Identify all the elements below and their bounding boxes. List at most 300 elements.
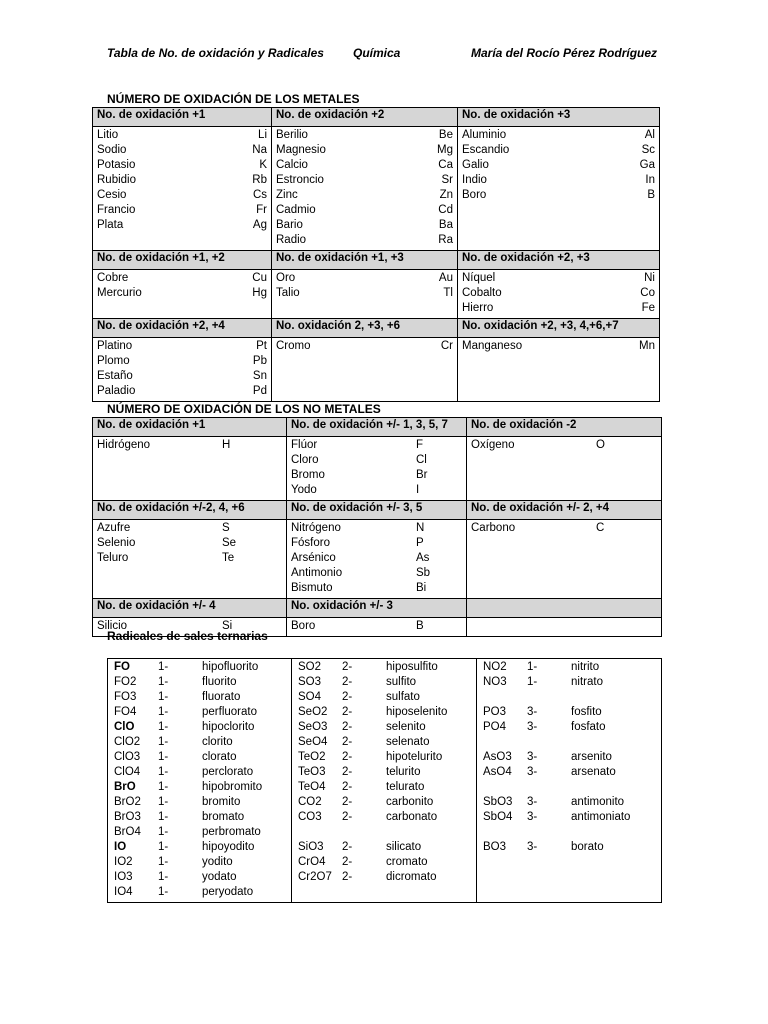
radical-row [114,840,285,855]
element-symbol: S [222,522,230,534]
no-metales-table [92,417,662,637]
radical-charge: 3- [527,766,538,778]
element-name: Zinc [276,189,298,201]
element-list [467,520,661,598]
radical-row [298,855,470,870]
element-row [462,339,655,354]
element-name: Cloro [291,454,319,466]
element-name: Radio [276,234,307,246]
radical-row [298,825,470,840]
radical-row [298,660,470,675]
element-row [291,483,462,498]
radical-formula: IO3 [114,871,133,883]
radical-formula: FO [114,661,130,673]
element-list [287,618,466,636]
element-name: Cromo [276,340,311,352]
radical-charge: 1- [158,736,169,748]
radical-charge: 2- [342,706,353,718]
element-symbol: Ga [639,159,655,171]
radical-name: peryodato [202,886,254,898]
element-name: Nitrógeno [291,522,341,534]
element-symbol: Br [416,469,428,481]
radical-formula: TeO2 [298,751,326,763]
radical-row [298,750,470,765]
element-row [97,369,267,384]
element-row [97,143,267,158]
radical-charge [527,825,571,840]
element-name: Silicio [97,620,128,632]
element-name: Azufre [97,522,131,534]
group-cell [287,437,467,501]
element-name: Aluminio [462,129,507,141]
element-name: Carbono [471,522,516,534]
radical-formula: IO4 [114,886,133,898]
radical-formula: SeO4 [298,736,328,748]
element-row [97,271,267,286]
header-left: Tabla de No. de oxidación y Radicales [107,46,324,60]
radical-row [114,885,285,900]
radical-name: carbonato [386,811,438,823]
element-row [97,188,267,203]
element-row [462,188,655,203]
element-list [458,127,659,250]
radical-name: arsenato [571,766,616,778]
element-list [93,127,271,250]
radical-formula: CO2 [298,796,322,808]
radical-formula: SO2 [298,661,322,673]
header-right: María del Rocío Pérez Rodríguez [471,46,658,60]
element-name: Magnesio [276,144,326,156]
group-cell [467,520,662,599]
radical-row [298,810,470,825]
radical-formula: CrO4 [298,856,326,868]
radical-formula: SO3 [298,676,322,688]
radical-formula: SbO3 [483,796,513,808]
radical-name [386,825,470,840]
radical-row [114,780,285,795]
radical-charge: 3- [527,721,538,733]
group-header: No. de oxidación +1 [93,108,272,127]
radical-formula: CO3 [298,811,322,823]
radical-row [114,705,285,720]
element-symbol: Se [222,537,237,549]
radical-row [114,870,285,885]
radical-formula: ClO4 [114,766,141,778]
radical-name: hipobromito [202,781,263,793]
radical-row [298,705,470,720]
metales-table [92,107,660,402]
radical-row [114,765,285,780]
radical-name: sulfito [386,676,417,688]
radical-row [298,675,470,690]
element-name: Francio [97,204,136,216]
radical-row [114,750,285,765]
radical-row [114,690,285,705]
radical-name: bromato [202,811,245,823]
group-header: No. oxidación +2, +3, 4,+6,+7 [458,319,660,338]
element-symbol: P [416,537,424,549]
group-header: No. de oxidación +1, +2 [93,251,272,270]
radical-formula: NO2 [483,661,507,673]
radicales-column [108,659,292,903]
radical-charge: 3- [527,796,538,808]
element-name: Platino [97,340,133,352]
radical-name: nitrito [571,661,600,673]
radical-row [483,735,655,750]
radical-row [483,795,655,810]
radical-charge: 1- [158,721,169,733]
element-name: Yodo [291,484,317,496]
radical-charge: 2- [342,691,353,703]
radical-charge: 1- [158,691,169,703]
radical-formula: SeO3 [298,721,328,733]
radical-row [114,810,285,825]
radical-name: nitrato [571,676,603,688]
group-header: No. de oxidación +/- 1, 3, 5, 7 [287,418,467,437]
element-symbol: H [222,439,231,451]
radical-charge [527,735,571,750]
radical-charge: 3- [527,751,538,763]
body-row [93,520,662,599]
radical-charge: 1- [158,676,169,688]
radical-charge: 2- [342,796,353,808]
element-symbol: B [647,189,655,201]
header-row [93,108,660,127]
element-name: Calcio [276,159,308,171]
element-row [276,203,453,218]
radical-formula [483,825,527,840]
radical-name: antimonito [571,796,625,808]
group-cell [458,127,660,251]
element-name: Bismuto [291,582,333,594]
element-symbol: Ba [438,219,453,231]
radical-charge: 3- [527,706,538,718]
radical-charge: 2- [342,781,353,793]
radical-name: borato [571,841,604,853]
radical-charge: 3- [527,811,538,823]
group-cell [272,127,458,251]
element-row [97,158,267,173]
element-symbol: O [596,439,605,451]
element-name: Plata [97,219,124,231]
element-list [467,437,661,500]
radical-formula: PO4 [483,721,507,733]
element-list [467,618,661,621]
element-symbol: As [416,552,430,564]
group-header: No. de oxidación +2, +3 [458,251,660,270]
radical-charge: 1- [158,661,169,673]
radical-row [483,660,655,675]
element-symbol: In [645,174,655,186]
header-row [93,319,660,338]
header-row [93,599,662,618]
radical-charge: 1- [158,886,169,898]
radical-row [298,795,470,810]
radical-formula: FO3 [114,691,137,703]
radical-name: hipotelurito [386,751,443,763]
radical-formula: SO4 [298,691,322,703]
element-row [97,438,282,453]
radical-charge: 1- [158,826,169,838]
group-cell [93,338,272,402]
element-name: Oxígeno [471,439,515,451]
radicales-column [477,659,662,903]
radical-name: hipofluorito [202,661,259,673]
radical-charge: 1- [158,871,169,883]
radical-row [114,795,285,810]
group-header: No. de oxidación +/- 3, 5 [287,501,467,520]
element-list [93,437,286,500]
radical-formula: BrO3 [114,811,141,823]
group-header: No. oxidación 2, +3, +6 [272,319,458,338]
radical-name: antimoniato [571,811,631,823]
element-row [97,536,282,551]
radical-name [571,690,655,705]
radical-name: yodato [202,871,237,883]
element-list [272,270,457,318]
radical-formula: PO3 [483,706,507,718]
element-name: Cobre [97,272,129,284]
element-name: Mercurio [97,287,142,299]
radical-formula: BrO [114,781,136,793]
element-name: Sodio [97,144,127,156]
radical-name: silicato [386,841,422,853]
radical-row [298,840,470,855]
element-row [462,158,655,173]
element-name: Teluro [97,552,129,564]
group-header: No. de oxidación +/- 2, +4 [467,501,662,520]
element-name: Manganeso [462,340,523,352]
group-cell [93,270,272,319]
group-header: No. oxidación +/- 3 [287,599,467,618]
radical-formula: AsO4 [483,766,512,778]
radical-name: telurato [386,781,425,793]
element-name: Arsénico [291,552,336,564]
radical-formula: FO4 [114,706,137,718]
element-row [462,301,655,316]
radical-formula: TeO4 [298,781,326,793]
radical-formula [298,825,342,840]
element-name: Níquel [462,272,496,284]
radical-name: hiposelenito [386,706,448,718]
group-header: No. de oxidación -2 [467,418,662,437]
group-cell [467,618,662,637]
radical-formula: ClO3 [114,751,141,763]
element-name: Boro [462,189,487,201]
element-symbol: Co [640,287,655,299]
element-symbol: Cr [440,340,453,352]
radical-formula: AsO3 [483,751,512,763]
element-name: Hierro [462,302,494,314]
element-name: Estaño [97,370,133,382]
radical-charge: 2- [342,676,353,688]
element-symbol: Ag [252,219,267,231]
element-symbol: Cu [252,272,267,284]
element-symbol: Sr [441,174,453,186]
element-row [291,536,462,551]
element-row [276,128,453,143]
element-name: Cesio [97,189,127,201]
element-symbol: Ra [438,234,453,246]
radical-name: selenito [386,721,426,733]
group-cell [458,338,660,402]
element-row [291,468,462,483]
element-row [291,438,462,453]
element-symbol: Ni [644,272,655,284]
element-symbol: Sc [641,144,655,156]
radical-charge: 2- [342,841,353,853]
radical-name [571,780,655,795]
radical-name: fosfato [571,721,606,733]
radical-charge: 2- [342,751,353,763]
element-name: Escandio [462,144,510,156]
element-row [462,143,655,158]
no-metales-title: NÚMERO DE OXIDACIÓN DE LOS NO METALES [107,402,381,416]
radical-row [483,675,655,690]
element-symbol: Sn [252,370,267,382]
radical-row [298,735,470,750]
group-cell [287,520,467,599]
element-name: Oro [276,272,296,284]
element-symbol: Al [644,129,655,141]
element-list [458,338,659,401]
element-row [97,354,267,369]
radical-name: selenato [386,736,430,748]
element-row [291,521,462,536]
radical-row [483,750,655,765]
element-row [291,551,462,566]
element-symbol: Fe [641,302,655,314]
radical-formula: BO3 [483,841,507,853]
element-name: Indio [462,174,487,186]
radical-row [483,765,655,780]
radical-row [483,780,655,795]
radical-charge: 1- [158,706,169,718]
radical-charge: 1- [158,841,169,853]
element-symbol: I [416,484,420,496]
element-symbol: Pd [252,385,267,397]
element-row [471,521,657,536]
group-header: No. de oxidación +1 [93,418,287,437]
element-list [272,127,457,250]
element-row [97,203,267,218]
radical-row [483,720,655,735]
element-symbol: Zn [439,189,453,201]
group-header: No. de oxidación +3 [458,108,660,127]
group-cell [287,618,467,637]
element-list [272,338,457,401]
radical-name: bromito [202,796,241,808]
element-name: Flúor [291,439,318,451]
element-symbol: Mn [639,340,655,352]
header-row [93,251,660,270]
element-name: Antimonio [291,567,343,579]
element-name: Cadmio [276,204,316,216]
radical-charge: 1- [158,751,169,763]
radical-name: hipoyodito [202,841,255,853]
radical-formula: BrO2 [114,796,141,808]
element-row [97,218,267,233]
header-row [93,418,662,437]
group-cell [93,520,287,599]
group-header: No. de oxidación +/-2, 4, +6 [93,501,287,520]
element-symbol: Bi [416,582,427,594]
element-symbol: Pt [256,340,267,352]
element-name: Paladio [97,385,136,397]
header-row [93,501,662,520]
radical-formula: ClO [114,721,135,733]
element-symbol: Au [438,272,453,284]
radical-charge: 1- [158,811,169,823]
radicales-title: Radicales de sales ternarias [107,629,268,643]
element-row [97,551,282,566]
element-row [276,173,453,188]
element-symbol: N [416,522,425,534]
radical-charge: 3- [527,841,538,853]
header-center: Química [353,46,401,60]
radical-formula: SeO2 [298,706,328,718]
element-row [276,143,453,158]
element-symbol: Cd [438,204,453,216]
element-symbol: Mg [437,144,453,156]
radical-charge: 2- [342,871,353,883]
group-cell [467,437,662,501]
element-row [462,286,655,301]
element-name: Talio [276,287,300,299]
element-name: Fósforo [291,537,330,549]
radical-charge: 2- [342,766,353,778]
element-row [276,339,453,354]
radical-row [114,675,285,690]
element-name: Boro [291,620,316,632]
radical-formula [483,735,527,750]
radical-name: hiposulfito [386,661,438,673]
element-row [97,173,267,188]
group-header: No. de oxidación +2, +4 [93,319,272,338]
radical-row [483,705,655,720]
radical-name: clorito [202,736,233,748]
element-symbol: B [416,620,424,632]
radical-row [483,810,655,825]
radical-formula: SiO3 [298,841,324,853]
radical-row [483,825,655,840]
radical-name: fluorato [202,691,241,703]
radical-charge: 1- [527,661,538,673]
radical-formula: TeO3 [298,766,326,778]
radical-name: hipoclorito [202,721,255,733]
element-name: Hidrógeno [97,439,151,451]
element-list [287,520,466,598]
body-row [93,338,660,402]
element-symbol: C [596,522,605,534]
element-symbol: Rb [252,174,267,186]
element-row [97,128,267,143]
radicales-table [107,658,662,903]
radical-charge: 1- [158,766,169,778]
element-row [276,188,453,203]
element-symbol: K [259,159,267,171]
radical-charge: 1- [158,781,169,793]
radical-name: clorato [202,751,237,763]
element-symbol: Ca [438,159,453,171]
radical-formula: SbO4 [483,811,513,823]
element-symbol: F [416,439,424,451]
radical-row [483,840,655,855]
radical-charge: 2- [342,811,353,823]
radical-name: sulfato [386,691,420,703]
group-cell [93,437,287,501]
radical-formula: FO2 [114,676,137,688]
